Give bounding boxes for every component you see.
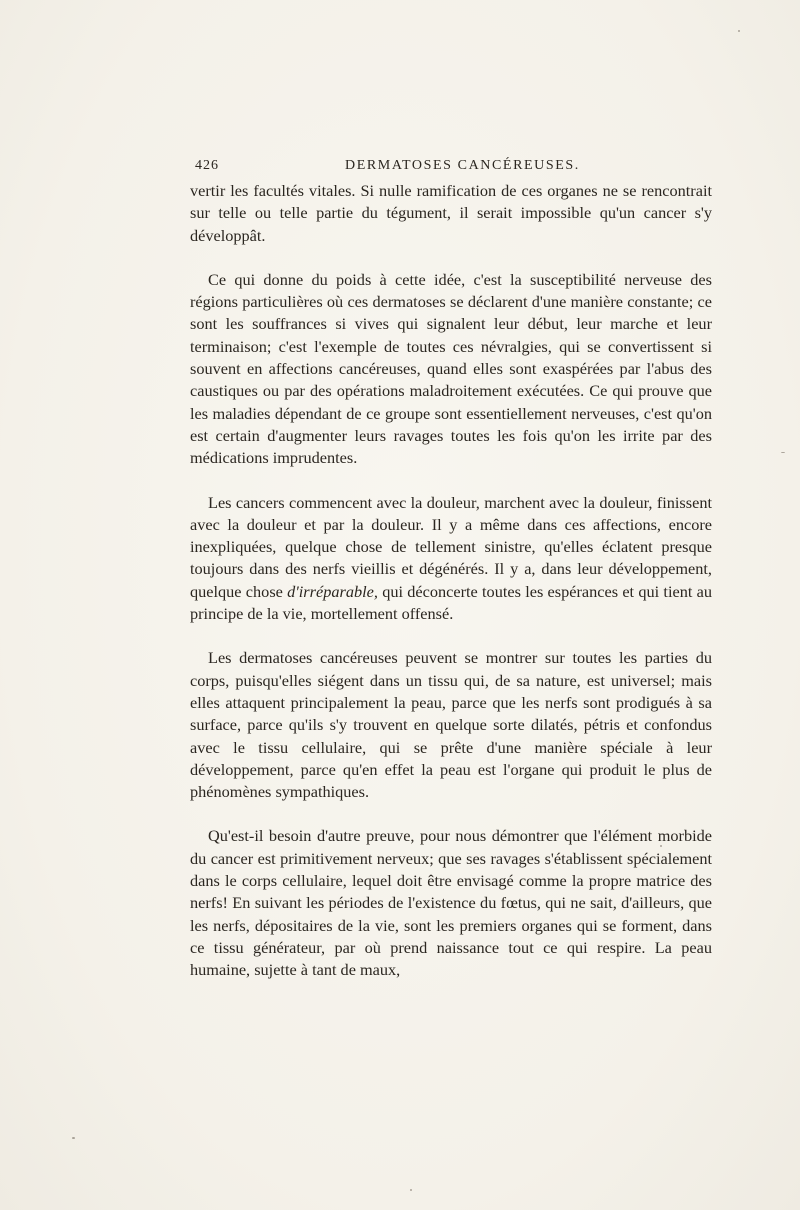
paragraph-5: Qu'est-il besoin d'autre preuve, pour nous démontrer que l'élément morbide du cancer est primitivement nerveux; que ses ravages s'établissent spécialement dans le corps cellulaire, lequel doit être envisagé comme la propre matrice des nerfs! En suivant les périodes de l'existence du fœtus, qui ne sait, d'ailleurs, que les nerfs, dépositaires de la vie, sont les premiers organes qui se forment, dans ce tissu générateur, par où prend naissance tout ce qui respire. La peau humaine, sujette à tant de maux, [190, 826, 712, 980]
paragraph-3-text-a: Les cancers commencent avec la douleur, marchent avec la douleur, finissent avec la douleur et par la douleur. Il y a même dans ces affections, encore inexpliquées, quelque chose de tellement sinistre, qu'elles éclatent presque toujours dans des nerfs vieillis et dégénérés. Il y a, dans leur développement, quelque chose [190, 492, 712, 601]
paragraph-3-text-b: qui déconcerte toutes les espérances et qui tient au principe de la vie, mortellement offensé. [190, 581, 713, 624]
paper-speck [781, 452, 785, 453]
paper-speck [738, 30, 740, 32]
running-title: DERMATOSES CANCÉREUSES. [345, 158, 580, 173]
paragraph-3 [190, 492, 712, 626]
paragraph-1: vertir les facultés vitales. Si nulle ramification de ces organes ne se rencontrait sur telle ou telle partie du tégument, il serait impossible qu'un cancer s'y développât. [190, 181, 712, 245]
paragraph-2: Ce qui donne du poids à cette idée, c'est la susceptibilité nerveuse des régions particulières où ces dermatoses se déclarent d'une manière constante; ce sont les souffrances si vives qui signalent leur début, leur marche et leur terminaison; c'est l'exemple de toutes ces névralgies, qui se convertissent si souvent en affections cancéreuses, quand elles sont exaspérées par l'abus des caustiques ou par des opérations maladroitement exécutées. Ce qui prouve que les maladies dépendant de ce groupe sont essentiellement nerveuses, c'est qu'on est certain d'augmenter leurs ravages toutes les fois qu'on les irrite par des médications imprudentes. [190, 269, 712, 468]
paper-speck [660, 845, 662, 847]
page-header [195, 158, 710, 178]
paper-speck [410, 1189, 412, 1191]
paragraph-4: Les dermatoses cancéreuses peuvent se montrer sur toutes les parties du corps, puisqu'elles siégent dans un tissu qui, de sa nature, est universel; mais elles attaquent principalement la peau, parce que les nerfs sont prodigués à sa surface, parce qu'ils s'y trouvent en quelque sorte dilatés, pétris et confondus avec le tissu cellulaire, qui se prête d'une manière spéciale à leur développement, parce qu'en effet la peau est l'organe qui produit le plus de phénomènes sympathiques. [190, 648, 712, 802]
paragraph-3-italic: d'irréparable, [287, 581, 378, 601]
page-number: 426 [195, 158, 219, 173]
body-text [190, 180, 712, 982]
paper-speck [72, 1137, 75, 1139]
